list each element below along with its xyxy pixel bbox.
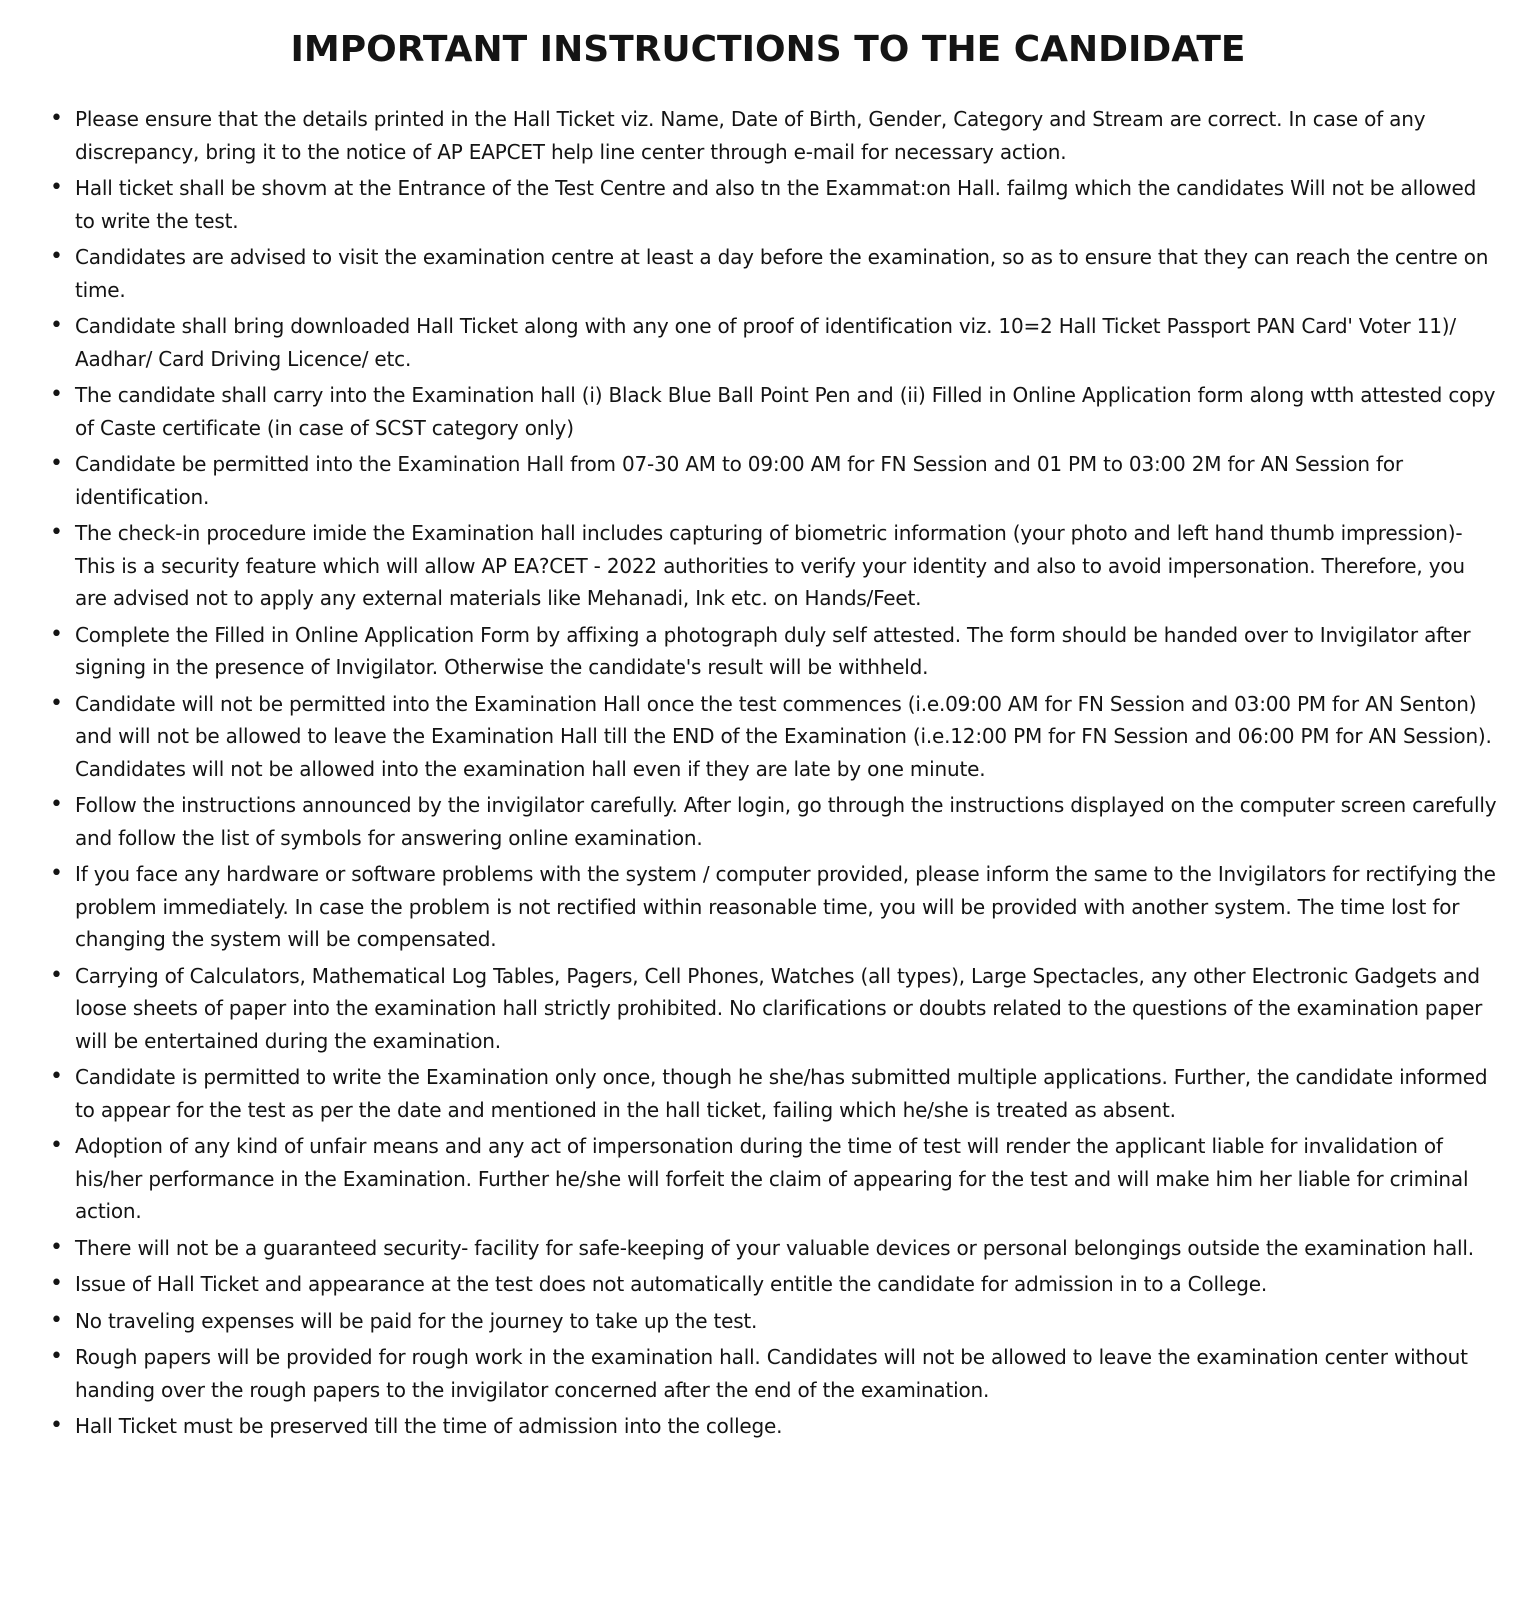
list-item (50, 1305, 1500, 1338)
bullet-icon: • (50, 313, 63, 338)
instruction-text: The candidate shall carry into the Examination hall (i) Black Blue Ball Point Pen and (ii) Filled in Online Application form along wtth attested copy of Caste certificate (in case of SCST category only) (75, 383, 1496, 440)
bullet-icon: • (50, 792, 63, 817)
instruction-text: The check-in procedure imide the Examination hall includes capturing of biometric information (your photo and left hand thumb impression)- This is a security feature which will allow AP EA?CET - 2022 authorities to verify your identity and also to avoid impersonation. Therefore, you are advised not to apply any external materials like Mehanadi, Ink etc. on Hands/Feet. (75, 521, 1465, 610)
list-item (50, 103, 1500, 168)
list-item (50, 858, 1500, 956)
instruction-text: Carrying of Calculators, Mathematical Log Tables, Pagers, Cell Phones, Watches (all types), Large Spectacles, any other Electronic Gadgets and loose sheets of paper into the examination hall strictly prohibited. No clarifications or doubts related to the questions of the examination paper will be entertained during the examination. (75, 963, 1483, 1053)
bullet-icon: • (50, 962, 63, 988)
list-item (50, 1130, 1500, 1228)
instruction-text: There will not be a guaranteed security- facility for safe-keeping of your valuable devices or personal belongings outside the examination hall. (75, 1235, 1474, 1260)
instruction-text: If you face any hardware or software problems with the system / computer provided, please inform the same to the Invigilators for rectifying the problem immediately. In case the problem is not rectified within reasonable time, you will be provided with another system. The time lost for changing the system will be compensated. (75, 862, 1496, 951)
list-item (50, 1232, 1500, 1265)
list-item (50, 619, 1500, 684)
bullet-icon: • (50, 451, 63, 476)
bullet-icon: • (50, 621, 63, 647)
list-item (50, 1341, 1500, 1406)
bullet-icon: • (50, 1344, 63, 1369)
instructions-list (50, 103, 1500, 1447)
instruction-text: Please ensure that the details printed in the Hall Ticket viz. Name, Date of Birth, Gender, Category and Stream are correct. In case of any discrepancy, bring it to the notice of AP EAPCET help line center through e-mail for necessary action. (75, 107, 1426, 164)
list-item (50, 448, 1500, 513)
instruction-text: Rough papers will be provided for rough work in the examination hall. Candidates will not be allowed to leave the examination center without handing over the rough papers to the invigilator concerned after the end of the examination. (75, 1345, 1468, 1402)
list-item (50, 1410, 1500, 1443)
bullet-icon: • (50, 520, 63, 545)
bullet-icon: • (50, 861, 63, 886)
list-item (50, 1061, 1500, 1126)
bullet-icon: • (50, 1307, 63, 1333)
list-item (50, 1268, 1500, 1301)
list-item (50, 172, 1500, 237)
bullet-icon: • (50, 1271, 63, 1296)
bullet-icon: • (50, 1234, 63, 1260)
instruction-text: Hall ticket shall be shovm at the Entrance of the Test Centre and also tn the Exammat:on Hall. failmg which the candidates Will not be allowed to write the test. (75, 176, 1477, 233)
list-item (50, 789, 1500, 854)
list-item (50, 517, 1500, 615)
instruction-text: Candidate shall bring downloaded Hall Ticket along with any one of proof of identification viz. 10=2 Hall Ticket Passport PAN Card' Voter 11)/ Aadhar/ Card Driving Licence/ etc. (75, 314, 1456, 371)
bullet-icon: • (50, 1064, 63, 1089)
instruction-text: Complete the Filled in Online Application Form by affixing a photograph duly self attested. The form should be handed over to Invigilator after signing in the presence of Invigilator. Otherwise the candidate's result will be withheld. (75, 622, 1471, 679)
instruction-text: Hall Ticket must be preserved till the time of admission into the college. (75, 1414, 783, 1438)
instruction-text: Issue of Hall Ticket and appearance at the test does not automatically entitle the candidate for admission in to a College. (75, 1272, 1268, 1296)
bullet-icon: • (50, 1413, 63, 1438)
list-item (50, 960, 1500, 1058)
list-item (50, 688, 1500, 786)
bullet-icon: • (50, 382, 63, 407)
list-item (50, 379, 1500, 444)
instruction-text: Candidate be permitted into the Examination Hall from 07-30 AM to 09:00 AM for FN Session and 01 PM to 03:00 2M for AN Session for identification. (75, 452, 1403, 509)
page-title: IMPORTANT INSTRUCTIONS TO THE CANDIDATE (290, 29, 1246, 70)
bullet-icon: • (50, 1133, 63, 1158)
bullet-icon: • (50, 175, 63, 200)
instruction-text: Candidate will not be permitted into the Examination Hall once the test commences (i.e.09:00 AM for FN Session and 03:00 PM for AN Senton) and will not be allowed to leave the Examination Hall till the END of the Examination (i.e.12:00 PM for FN Session and 06:00 PM for AN Session). Candidates will not be allowed into the examination hall even if they are late by one minute. (75, 691, 1492, 781)
instruction-text: Follow the instructions announced by the invigilator carefully. After login, go through the instructions displayed on the computer screen carefully and follow the list of symbols for answering online examination. (75, 793, 1497, 850)
instruction-text: No traveling expenses will be paid for the journey to take up the test. (75, 1308, 758, 1333)
instruction-text: Adoption of any kind of unfair means and any act of impersonation during the time of test will render the applicant liable for invalidation of his/her performance in the Examination. Further he/she will forfeit the claim of appearing for the test and will make him her liable for criminal action. (75, 1134, 1469, 1223)
bullet-icon: • (50, 690, 63, 716)
bullet-icon: • (50, 106, 63, 131)
instruction-text: Candidates are advised to visit the examination centre at least a day before the examination, so as to ensure that they can reach the centre on time. (75, 245, 1489, 302)
list-item (50, 241, 1500, 306)
instruction-text: Candidate is permitted to write the Examination only once, though he she/has submitted multiple applications. Further, the candidate informed to appear for the test as per the date and mentioned in the hall ticket, failing which he/she is treated as absent. (75, 1065, 1488, 1122)
list-item (50, 310, 1500, 375)
bullet-icon: • (50, 244, 63, 269)
